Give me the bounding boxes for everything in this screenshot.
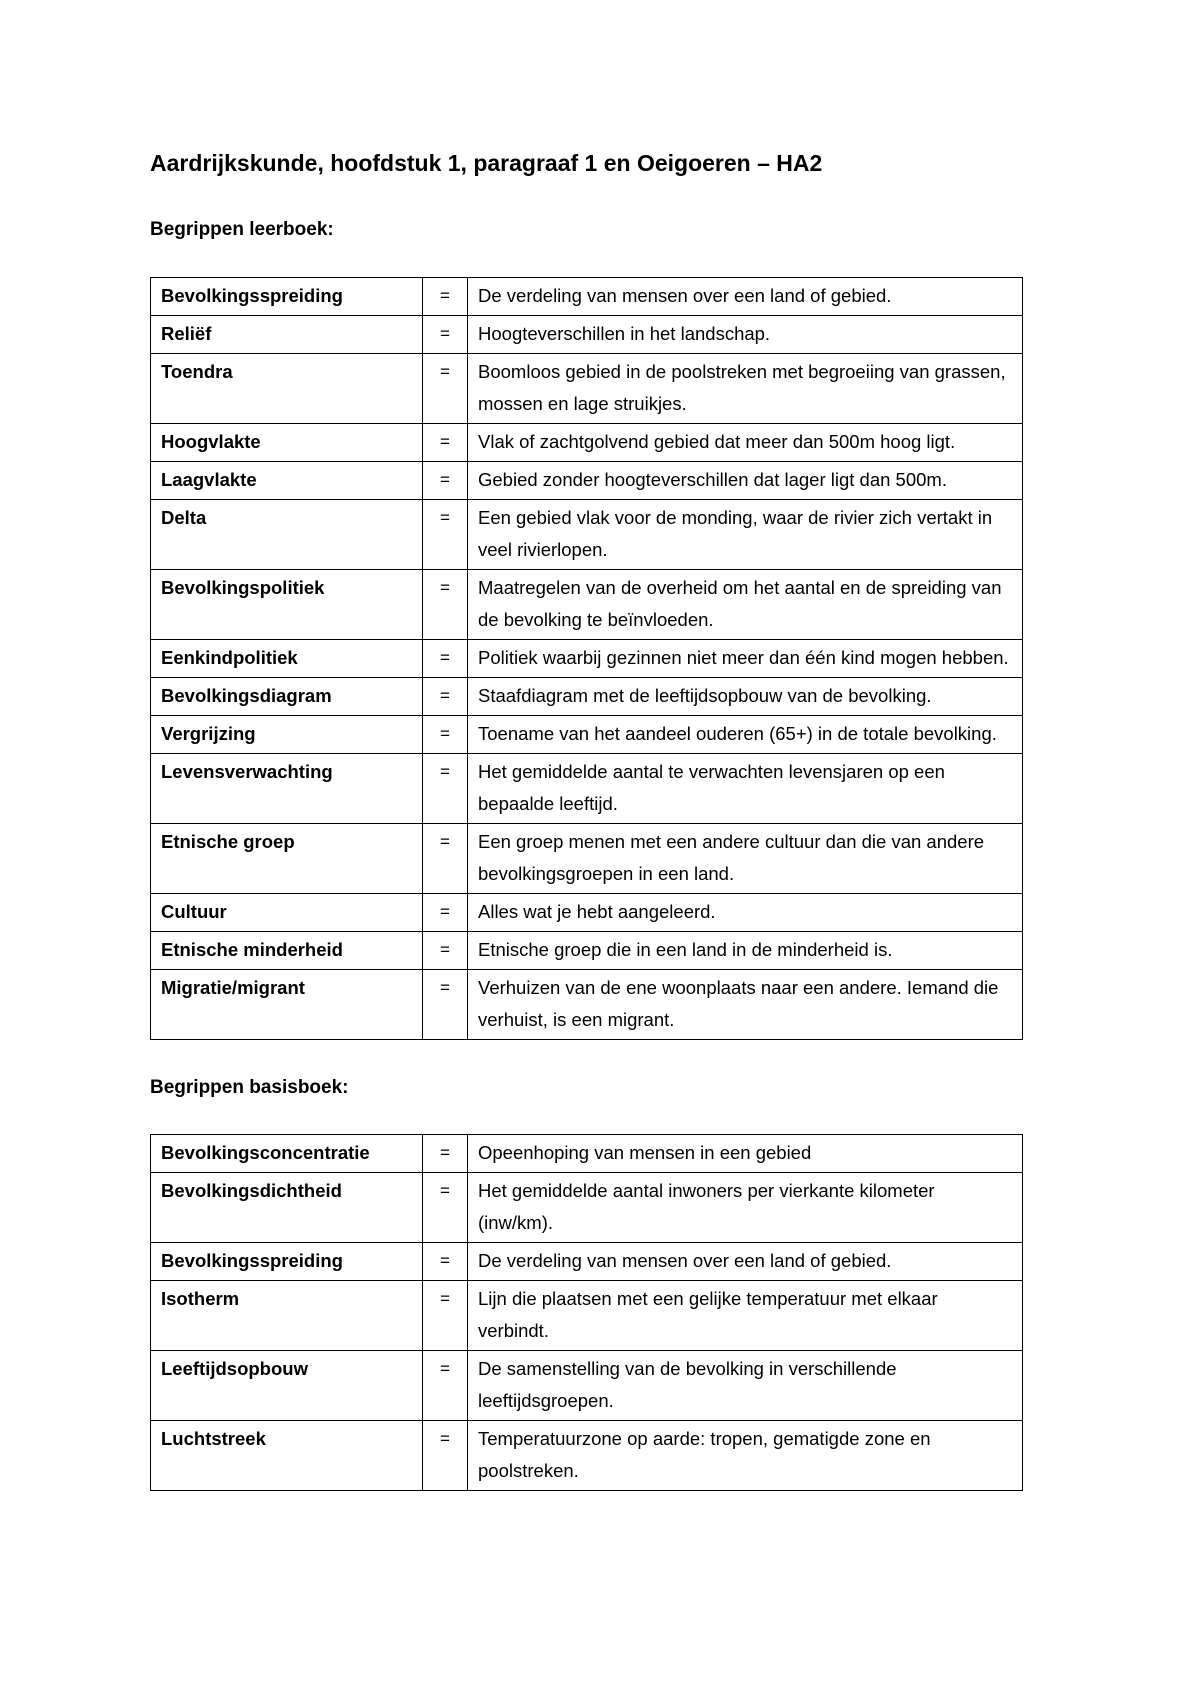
equals-sign: =: [423, 424, 468, 462]
term-cell: Hoogvlakte: [151, 424, 423, 462]
equals-sign: =: [423, 278, 468, 316]
equals-sign: =: [423, 1135, 468, 1173]
table-row: [151, 1243, 1023, 1281]
terms-table-leerboek: [150, 277, 1023, 1040]
definition-cell: Het gemiddelde aantal te verwachten levensjaren op een bepaalde leeftijd.: [468, 754, 1023, 824]
equals-sign: =: [423, 824, 468, 894]
table-row: [151, 1173, 1023, 1243]
table-row: [151, 824, 1023, 894]
equals-sign: =: [423, 1281, 468, 1351]
equals-sign: =: [423, 1173, 468, 1243]
term-cell: Bevolkingsdiagram: [151, 678, 423, 716]
term-cell: Isotherm: [151, 1281, 423, 1351]
term-cell: Migratie/migrant: [151, 970, 423, 1040]
table-row: [151, 678, 1023, 716]
equals-sign: =: [423, 932, 468, 970]
definition-cell: Gebied zonder hoogteverschillen dat lager ligt dan 500m.: [468, 462, 1023, 500]
definition-cell: Opeenhoping van mensen in een gebied: [468, 1135, 1023, 1173]
definition-cell: Staafdiagram met de leeftijdsopbouw van de bevolking.: [468, 678, 1023, 716]
term-cell: Leeftijdsopbouw: [151, 1351, 423, 1421]
equals-sign: =: [423, 354, 468, 424]
section-heading-basisboek: Begrippen basisboek:: [150, 1077, 349, 1098]
table-row: [151, 1421, 1023, 1491]
definition-cell: Alles wat je hebt aangeleerd.: [468, 894, 1023, 932]
equals-sign: =: [423, 1421, 468, 1491]
table-row: [151, 278, 1023, 316]
equals-sign: =: [423, 500, 468, 570]
table-row: [151, 316, 1023, 354]
definition-cell: Etnische groep die in een land in de minderheid is.: [468, 932, 1023, 970]
term-cell: Bevolkingsconcentratie: [151, 1135, 423, 1173]
term-cell: Etnische minderheid: [151, 932, 423, 970]
equals-sign: =: [423, 894, 468, 932]
equals-sign: =: [423, 678, 468, 716]
definition-cell: De verdeling van mensen over een land of gebied.: [468, 1243, 1023, 1281]
table-row: [151, 354, 1023, 424]
term-cell: Reliëf: [151, 316, 423, 354]
equals-sign: =: [423, 970, 468, 1040]
definition-cell: Een gebied vlak voor de monding, waar de rivier zich vertakt in veel rivierlopen.: [468, 500, 1023, 570]
term-cell: Bevolkingsspreiding: [151, 278, 423, 316]
term-cell: Eenkindpolitiek: [151, 640, 423, 678]
term-cell: Delta: [151, 500, 423, 570]
equals-sign: =: [423, 462, 468, 500]
section-heading-leerboek: Begrippen leerboek:: [150, 219, 334, 240]
definition-cell: Verhuizen van de ene woonplaats naar een andere. Iemand die verhuist, is een migrant.: [468, 970, 1023, 1040]
definition-cell: Hoogteverschillen in het landschap.: [468, 316, 1023, 354]
term-cell: Cultuur: [151, 894, 423, 932]
definition-cell: Maatregelen van de overheid om het aantal en de spreiding van de bevolking te beïnvloeden.: [468, 570, 1023, 640]
term-cell: Etnische groep: [151, 824, 423, 894]
equals-sign: =: [423, 754, 468, 824]
term-cell: Bevolkingspolitiek: [151, 570, 423, 640]
term-cell: Bevolkingsspreiding: [151, 1243, 423, 1281]
term-cell: Laagvlakte: [151, 462, 423, 500]
table-row: [151, 716, 1023, 754]
equals-sign: =: [423, 716, 468, 754]
equals-sign: =: [423, 1351, 468, 1421]
definition-cell: De verdeling van mensen over een land of gebied.: [468, 278, 1023, 316]
definition-cell: Het gemiddelde aantal inwoners per vierkante kilometer (inw/km).: [468, 1173, 1023, 1243]
definition-cell: De samenstelling van de bevolking in verschillende leeftijdsgroepen.: [468, 1351, 1023, 1421]
definition-cell: Een groep menen met een andere cultuur dan die van andere bevolkingsgroepen in een land.: [468, 824, 1023, 894]
table-row: [151, 640, 1023, 678]
definition-cell: Politiek waarbij gezinnen niet meer dan één kind mogen hebben.: [468, 640, 1023, 678]
table-row: [151, 754, 1023, 824]
table-row: [151, 500, 1023, 570]
term-cell: Luchtstreek: [151, 1421, 423, 1491]
document-title: Aardrijkskunde, hoofdstuk 1, paragraaf 1 en Oeigoeren – HA2: [150, 150, 823, 176]
table-row: [151, 1135, 1023, 1173]
terms-table-basisboek: [150, 1134, 1023, 1491]
table-row: [151, 970, 1023, 1040]
term-cell: Levensverwachting: [151, 754, 423, 824]
definition-cell: Toename van het aandeel ouderen (65+) in de totale bevolking.: [468, 716, 1023, 754]
term-cell: Vergrijzing: [151, 716, 423, 754]
definition-cell: Lijn die plaatsen met een gelijke temperatuur met elkaar verbindt.: [468, 1281, 1023, 1351]
equals-sign: =: [423, 1243, 468, 1281]
definition-cell: Vlak of zachtgolvend gebied dat meer dan 500m hoog ligt.: [468, 424, 1023, 462]
table-row: [151, 1281, 1023, 1351]
term-cell: Toendra: [151, 354, 423, 424]
table-row: [151, 932, 1023, 970]
definition-cell: Temperatuurzone op aarde: tropen, gematigde zone en poolstreken.: [468, 1421, 1023, 1491]
table-row: [151, 462, 1023, 500]
table-row: [151, 894, 1023, 932]
table-row: [151, 1351, 1023, 1421]
equals-sign: =: [423, 316, 468, 354]
definition-cell: Boomloos gebied in de poolstreken met begroeiing van grassen, mossen en lage struikjes.: [468, 354, 1023, 424]
table-row: [151, 570, 1023, 640]
equals-sign: =: [423, 640, 468, 678]
term-cell: Bevolkingsdichtheid: [151, 1173, 423, 1243]
table-row: [151, 424, 1023, 462]
equals-sign: =: [423, 570, 468, 640]
